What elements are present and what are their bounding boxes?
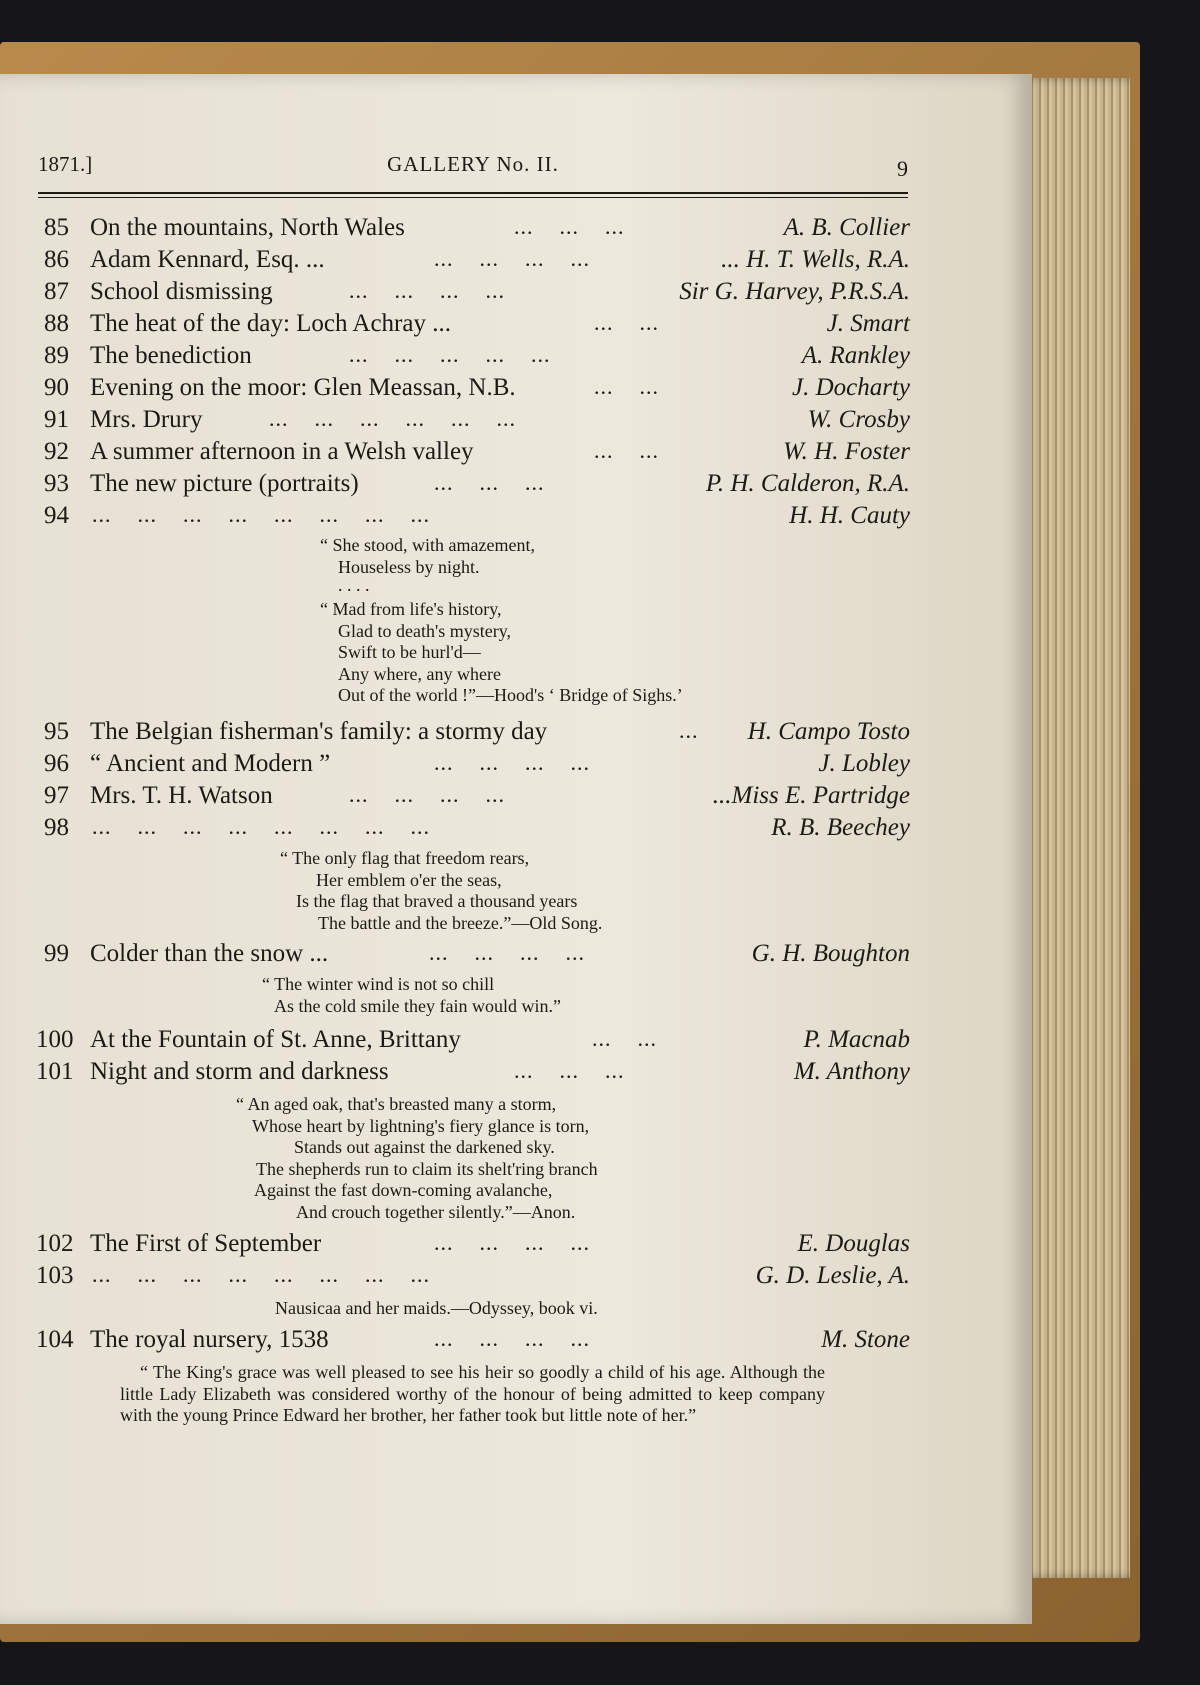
quote-line: “ The winter wind is not so chill xyxy=(262,974,495,994)
entry-number: 97 xyxy=(44,782,69,809)
entry-artist: W. H. Foster xyxy=(783,438,910,465)
quote-line: Against the fast down-coming avalanche, xyxy=(254,1180,553,1200)
entry-number: 96 xyxy=(44,750,69,777)
entry-title: “ Ancient and Modern ” xyxy=(90,750,331,777)
quote-line: Nausicaa and her maids.—Odyssey, book vi. xyxy=(275,1298,598,1318)
entry-number: 91 xyxy=(44,406,69,433)
quote-line: . . . . xyxy=(338,575,370,595)
entry-number: 87 xyxy=(44,278,69,305)
entry-artist: J. Smart xyxy=(826,310,910,337)
entry-artist: G. H. Boughton xyxy=(751,940,910,967)
entry-artist: E. Douglas xyxy=(797,1230,910,1257)
quote-line: Her emblem o'er the seas, xyxy=(316,869,502,890)
catalogue-entry xyxy=(44,406,910,438)
quote-line: As the cold smile they fain would win.” xyxy=(274,995,561,1016)
entry-artist: J. Docharty xyxy=(791,374,910,401)
entry-number: 99 xyxy=(44,940,69,967)
entry-artist: W. Crosby xyxy=(807,406,910,433)
quote-line: Swift to be hurl'd— xyxy=(338,642,481,662)
quote-line: Is the flag that braved a thousand years xyxy=(296,891,578,911)
leader-dots: ... ... ... ... xyxy=(349,782,505,807)
catalogue-entry xyxy=(44,214,910,246)
entry-artist: ...Miss E. Partridge xyxy=(712,782,910,809)
leader-dots: ... ... xyxy=(594,310,659,335)
catalogue-entry xyxy=(44,310,910,342)
page-number: 9 xyxy=(897,156,908,181)
entry-number: 101 xyxy=(36,1058,74,1085)
entry-title: Mrs. Drury xyxy=(90,406,203,433)
catalogue-entry xyxy=(44,374,910,406)
entry-artist: H. H. Cauty xyxy=(789,502,910,529)
entry-number: 93 xyxy=(44,470,69,497)
quote-line: “ An aged oak, that's breasted many a storm, xyxy=(236,1094,557,1114)
quote-line: Whose heart by lightning's fiery glance is torn, xyxy=(252,1115,590,1136)
catalogue-entry xyxy=(44,750,910,782)
entry-artist: R. B. Beechey xyxy=(771,814,910,841)
leader-dots: ... ... ... ... xyxy=(434,750,590,775)
quote-line: Houseless by night. xyxy=(338,556,480,577)
leader-dots: ... ... xyxy=(592,1026,657,1051)
entry-number: 86 xyxy=(44,246,69,273)
entry-number: 98 xyxy=(44,814,69,841)
header-rule xyxy=(38,192,908,198)
leader-dots: ... ... xyxy=(594,374,659,399)
entry-number: 102 xyxy=(36,1230,74,1257)
quote-94 xyxy=(320,535,683,707)
catalogue-entry xyxy=(36,1026,910,1058)
quote-line: And crouch together silently.”—Anon. xyxy=(296,1201,576,1222)
quote-101 xyxy=(236,1094,598,1223)
entry-artist: P. H. Calderon, R.A. xyxy=(705,470,910,497)
entry-title: Night and storm and darkness xyxy=(90,1058,389,1085)
leader-dots: ... ... ... ... xyxy=(434,1326,590,1351)
catalogue-entry xyxy=(44,342,910,374)
catalogue-entry xyxy=(36,1230,910,1262)
leader-dots: ... ... ... ... xyxy=(349,278,505,303)
entry-artist: A. Rankley xyxy=(801,342,910,369)
leader-dots: ... ... ... ... ... ... ... ... xyxy=(92,1262,430,1287)
catalogue-entry xyxy=(44,246,910,278)
catalogue-entry xyxy=(44,278,910,310)
entry-artist: ... H. T. Wells, R.A. xyxy=(721,246,910,273)
entry-title: A summer afternoon in a Welsh valley xyxy=(90,438,474,465)
entry-artist: Sir G. Harvey, P.R.S.A. xyxy=(679,278,910,305)
entry-number: 103 xyxy=(36,1262,74,1289)
quote-line: “ She stood, with amazement, xyxy=(320,535,535,555)
entry-number: 89 xyxy=(44,342,69,369)
entry-artist: M. Anthony xyxy=(793,1058,910,1085)
leader-dots: ... ... ... ... ... ... ... ... xyxy=(92,814,430,839)
entry-artist: H. Campo Tosto xyxy=(747,718,910,745)
catalogue-entry xyxy=(36,1262,910,1294)
catalogue-entry xyxy=(44,782,910,814)
leader-dots: ... ... xyxy=(594,438,659,463)
entry-title: The benediction xyxy=(90,342,252,369)
entry-title: The Belgian fisherman's family: a stormy day xyxy=(90,718,548,745)
leader-dots: ... ... ... ... ... xyxy=(349,342,551,367)
entry-number: 95 xyxy=(44,718,69,745)
entry-number: 92 xyxy=(44,438,69,465)
entry-title: On the mountains, North Wales xyxy=(90,214,405,241)
catalogue-entry xyxy=(36,1058,910,1090)
entry-number: 90 xyxy=(44,374,69,401)
leader-dots: ... ... ... ... xyxy=(434,1230,590,1255)
entry-artist: M. Stone xyxy=(821,1326,910,1353)
header-title: GALLERY No. II. xyxy=(387,152,559,176)
header-year: 1871.] xyxy=(38,152,93,176)
leader-dots: ... ... ... xyxy=(514,214,625,239)
entry-artist: G. D. Leslie, A. xyxy=(755,1262,910,1289)
leader-dots: ... ... ... ... ... ... xyxy=(269,406,516,431)
quote-line: The battle and the breeze.”—Old Song. xyxy=(318,912,603,933)
leader-dots: ... ... ... ... ... ... ... ... xyxy=(92,502,430,527)
leader-dots: ... ... ... xyxy=(514,1058,625,1083)
entry-title: Evening on the moor: Glen Meassan, N.B. xyxy=(90,374,516,401)
catalogue-entry xyxy=(44,940,910,972)
entry-title: Adam Kennard, Esq. ... xyxy=(90,246,325,273)
leader-dots: ... ... ... ... xyxy=(429,940,585,965)
entry-number: 100 xyxy=(36,1026,74,1053)
catalogue-entry xyxy=(44,470,910,502)
catalogue-entry xyxy=(44,814,910,846)
quote-line: Glad to death's mystery, xyxy=(338,620,512,641)
quote-99 xyxy=(262,974,561,1017)
running-header xyxy=(38,152,908,188)
entry-title: The First of September xyxy=(90,1230,322,1257)
entry-number: 88 xyxy=(44,310,69,337)
entry-artist: J. Lobley xyxy=(818,750,910,777)
entry-artist: P. Macnab xyxy=(803,1026,910,1053)
quote-98 xyxy=(280,848,602,934)
entry-artist: A. B. Collier xyxy=(783,214,910,241)
entry-title: Mrs. T. H. Watson xyxy=(90,782,273,809)
leader-dots: ... ... ... xyxy=(434,470,545,495)
quote-line: “ Mad from life's history, xyxy=(320,599,502,619)
quote-line: Out of the world !”—Hood's ‘ Bridge of Sighs.’ xyxy=(338,685,683,705)
entry-title: The royal nursery, 1538 xyxy=(90,1326,329,1353)
entry-title: The new picture (portraits) xyxy=(90,470,359,497)
quote-104: “ The King's grace was well pleased to see his heir so goodly a child of his age. Although the little Lady Elizabeth was considered worthy of the honour of being admitted to keep company with the young Prince Edward her brother, her father took but little note of her.” xyxy=(120,1362,825,1425)
quote-line: Any where, any where xyxy=(338,663,501,684)
entry-number: 94 xyxy=(44,502,69,529)
leader-dots: ... xyxy=(679,718,699,743)
entry-title: At the Fountain of St. Anne, Brittany xyxy=(90,1026,461,1053)
entry-number: 104 xyxy=(36,1326,74,1353)
quote-line: Stands out against the darkened sky. xyxy=(294,1137,555,1157)
quote-line: The shepherds run to claim its shelt'ring branch xyxy=(256,1158,598,1179)
entry-title: School dismissing xyxy=(90,278,273,305)
entry-title: Colder than the snow ... xyxy=(90,940,329,967)
catalogue-entry xyxy=(44,438,910,470)
catalogue-entry xyxy=(36,1326,910,1358)
catalogue-entry xyxy=(44,718,910,750)
catalogue-entry xyxy=(44,502,910,534)
entry-number: 85 xyxy=(44,214,69,241)
quote-line: “ The only flag that freedom rears, xyxy=(280,848,530,868)
quote-103 xyxy=(275,1298,598,1320)
entry-title: The heat of the day: Loch Achray ... xyxy=(90,310,451,337)
leader-dots: ... ... ... ... xyxy=(434,246,590,271)
